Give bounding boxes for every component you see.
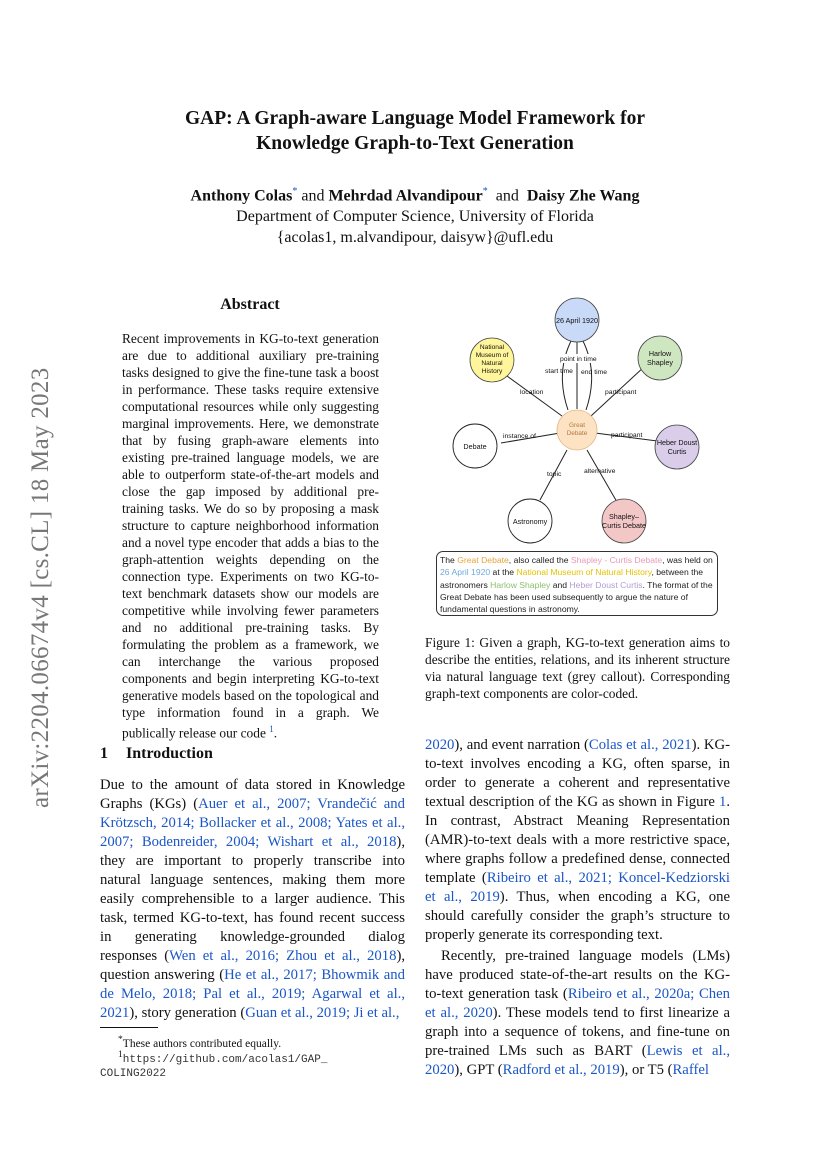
title-line-1: GAP: A Graph-aware Language Model Framework for — [184, 108, 645, 129]
text-callout — [436, 551, 718, 616]
edge-label-location: location — [520, 389, 544, 396]
affiliation: Department of Computer Science, University of Florida — [236, 208, 594, 226]
node-shapley-label-2: Curtis Debate — [602, 521, 646, 530]
abstract-end: . — [273, 725, 278, 741]
callout-text: , was held on — [662, 555, 713, 565]
callout-shapley-curtis: Shapley - Curtis Debate — [570, 555, 663, 565]
text-span: ), they are important to properly transcribe into natural language sentences, making them more easily comprehensible to a larger audience. This task, termed KG-to-text, has found recent success in generating knowledge-grounded dialog responses ( — [100, 834, 405, 964]
footnote-rule — [100, 1027, 158, 1028]
callout-text: The — [440, 555, 458, 565]
callout-museum: National Museum of Natural History — [516, 567, 652, 578]
section-heading-introduction — [100, 745, 400, 763]
node-museum-label-2: Museum of — [475, 352, 509, 359]
abstract-text — [122, 330, 379, 741]
title-line-2: Knowledge Graph-to-Text Generation — [256, 133, 574, 154]
node-museum-label-1: National — [479, 344, 505, 351]
edge-label-point-in-time: point in time — [560, 356, 597, 363]
edge-location — [507, 376, 562, 416]
author-and-1: and — [301, 187, 325, 205]
citation-link[interactable]: Ribeiro et al., 2020a; Chen et al., 2020 — [425, 986, 731, 1021]
footnote-mark: 1 — [118, 1049, 123, 1060]
abstract-heading: Abstract — [220, 296, 280, 313]
callout-text: at the — [490, 567, 517, 578]
citation-link[interactable]: Radford et al., 2019 — [502, 1062, 620, 1078]
abstract-body: Recent improvements in KG-to-text generation are due to additional auxiliary pre-training tasks designed to give the fine-tune task a boost in performance. These tasks require extensive computational resources while only suggesting marginal improvements. Here, we demonstrate that by fusing graph-aware elements into existing pre-trained language models, we are able to outperform state-of-the-art models and close the gap imposed by additional pre-training tasks. We do so by proposing a mask structure to capture neighborhood information and a novel type encoder that adds a bias to the graph-attention weights depending on the connection type. Experiments on two KG-to-text benchmark datasets show our models are competitive while involving fewer parameters and no additional pre-training tasks. By formulating the problem as a framework, we can interchange the various proposed components and begin interpreting KG-to-text generative models based on the topological and type information found in a graph. We publically release our code — [122, 331, 379, 741]
text-span: ), GPT ( — [454, 1062, 503, 1078]
section-number: 1 — [100, 745, 108, 762]
text-span: Recently, pre-trained language models (LMs) have produced state-of-the-art results on the KG-to-text generation task ( — [425, 948, 730, 1002]
callout-great-debate: Great Debate — [457, 555, 509, 565]
citation-link[interactable]: He et al., 2017; Bhowmik and de Melo, 2018; Pal et al., 2019; Agarwal et al., 2021 — [100, 967, 405, 1021]
callout-heber: Heber Doust Curtis — [569, 579, 643, 590]
section-title: Introduction — [126, 745, 213, 762]
edge-label-alternative: alternative — [584, 468, 616, 475]
node-astronomy-label: Astronomy — [512, 517, 548, 526]
callout-date: 26 April 1920 — [440, 567, 491, 578]
figure-1-caption: Figure 1: Given a graph, KG-to-text generation aims to describe the entities, relations, and its inherent structure via natural language text (grey callout). Corresponding graph-text components are color-coded. — [425, 635, 730, 701]
citation-link[interactable]: Colas et al., 2021 — [588, 737, 692, 753]
citation-link[interactable]: Raffel — [672, 1062, 709, 1078]
callout-text: , also called the — [508, 555, 571, 565]
citation-link[interactable]: Guan et al., 2019; Ji et al., — [245, 1005, 400, 1021]
text-span: . In contrast, Abstract Meaning Representation (AMR)-to-text deals with a more restrictive space, where graphs follow a predefined dense, connected template ( — [425, 794, 730, 886]
footnote-mark: * — [118, 1034, 123, 1045]
callout-harlow: Harlow Shapley — [490, 579, 551, 590]
edge-alternative — [587, 450, 617, 502]
citation-link[interactable]: 2020 — [425, 737, 455, 753]
arxiv-sidebar-id: arXiv:2204.06674v4 [cs.CL] 18 May 2023 — [27, 367, 54, 808]
citation-link[interactable]: Lewis et al., 2020 — [425, 1043, 730, 1078]
text-span: ). Thus, when encoding a KG, one should carefully consider the graph’s structure to properly generate its corresponding text. — [425, 889, 731, 943]
author-2: Mehrdad Alvandipour — [328, 187, 483, 205]
text-span: ). These models tend to first linearize a graph into a sequence of tokens, and fine-tune on pre-trained LMs such as BART ( — [425, 1005, 730, 1059]
intro-column-right — [425, 736, 730, 1080]
author-block — [100, 181, 730, 248]
code-url-line1[interactable]: https://github.com/acolas1/GAP_ — [122, 1053, 328, 1066]
edge-label-participant-2: participant — [611, 432, 643, 439]
node-debate-label: Debate — [463, 442, 487, 451]
knowledge-graph-diagram — [425, 292, 735, 552]
text-span: ), and event narration ( — [454, 737, 589, 753]
author-3: Daisy Zhe Wang — [526, 187, 640, 205]
edge-label-topic: topic — [547, 471, 562, 478]
callout-text: and — [550, 579, 570, 590]
author-1: Anthony Colas — [190, 187, 293, 205]
edge-label-end-time: end time — [581, 369, 608, 376]
callout-text: . The format of the Great Debate has been used subsequently to argue the nature of fundamental questions in astronomy. — [440, 579, 713, 615]
callout-text: , between the astronomers — [440, 567, 704, 590]
node-heber-label-1: Heber Doust — [656, 438, 698, 447]
citation-link[interactable]: Auer et al., 2007; Vrandečić and Krötzsch, 2014; Bollacker et al., 2008; Yates et al., 2007; Bodenreider, 2004; Wishart et al., 2018 — [100, 796, 405, 850]
node-center-label-1: Great — [569, 422, 585, 429]
citation-link[interactable]: Ribeiro et al., 2021; Koncel-Kedziorski et al., 2019 — [425, 870, 730, 905]
author-emails: {acolas1, m.alvandipour, daisyw}@ufl.edu — [276, 229, 554, 247]
paper-title — [100, 106, 730, 156]
node-museum-label-4: History — [481, 368, 503, 375]
author-and-2: and — [495, 187, 519, 205]
footnote-code-url — [100, 1048, 405, 1081]
intro-column-left — [100, 776, 405, 1023]
node-center-label-2: Debate — [566, 430, 588, 437]
footnote-ref-1[interactable]: 1 — [269, 724, 274, 734]
node-museum-label-3: Natural — [481, 360, 503, 367]
node-date-label: 26 April 1920 — [556, 316, 598, 325]
text-span: ), or T5 ( — [619, 1062, 673, 1078]
node-harlow-label-2: Shapley — [647, 358, 673, 367]
footnote-text: These authors contributed equally. — [122, 1037, 282, 1050]
code-url-line2[interactable]: COLING2022 — [100, 1067, 167, 1080]
equal-contrib-mark: * — [292, 186, 298, 197]
figure-ref-link[interactable]: 1 — [718, 794, 727, 810]
text-span: Due to the amount of data stored in Knowledge Graphs (KGs) ( — [100, 777, 405, 812]
citation-link[interactable]: Wen et al., 2016; Zhou et al., 2018 — [169, 948, 397, 964]
edge-label-instance-of: instance of — [503, 433, 536, 440]
edge-label-start-time: start time — [545, 368, 573, 375]
text-span: ), question answering ( — [100, 948, 406, 983]
text-span: ). KG-to-text involves encoding a KG, often sparse, in order to generate a coherent and representative textual description of the KG as shown in Figure — [425, 737, 731, 810]
author-names — [100, 181, 730, 206]
node-shapley-label-1: Shapley– — [609, 512, 639, 521]
node-harlow-label-1: Harlow — [648, 349, 672, 358]
node-heber-label-2: Curtis — [667, 447, 687, 456]
edge-label-participant-1: participant — [605, 389, 637, 396]
text-span: ), story generation ( — [129, 1005, 246, 1021]
equal-contrib-mark: * — [482, 186, 488, 197]
